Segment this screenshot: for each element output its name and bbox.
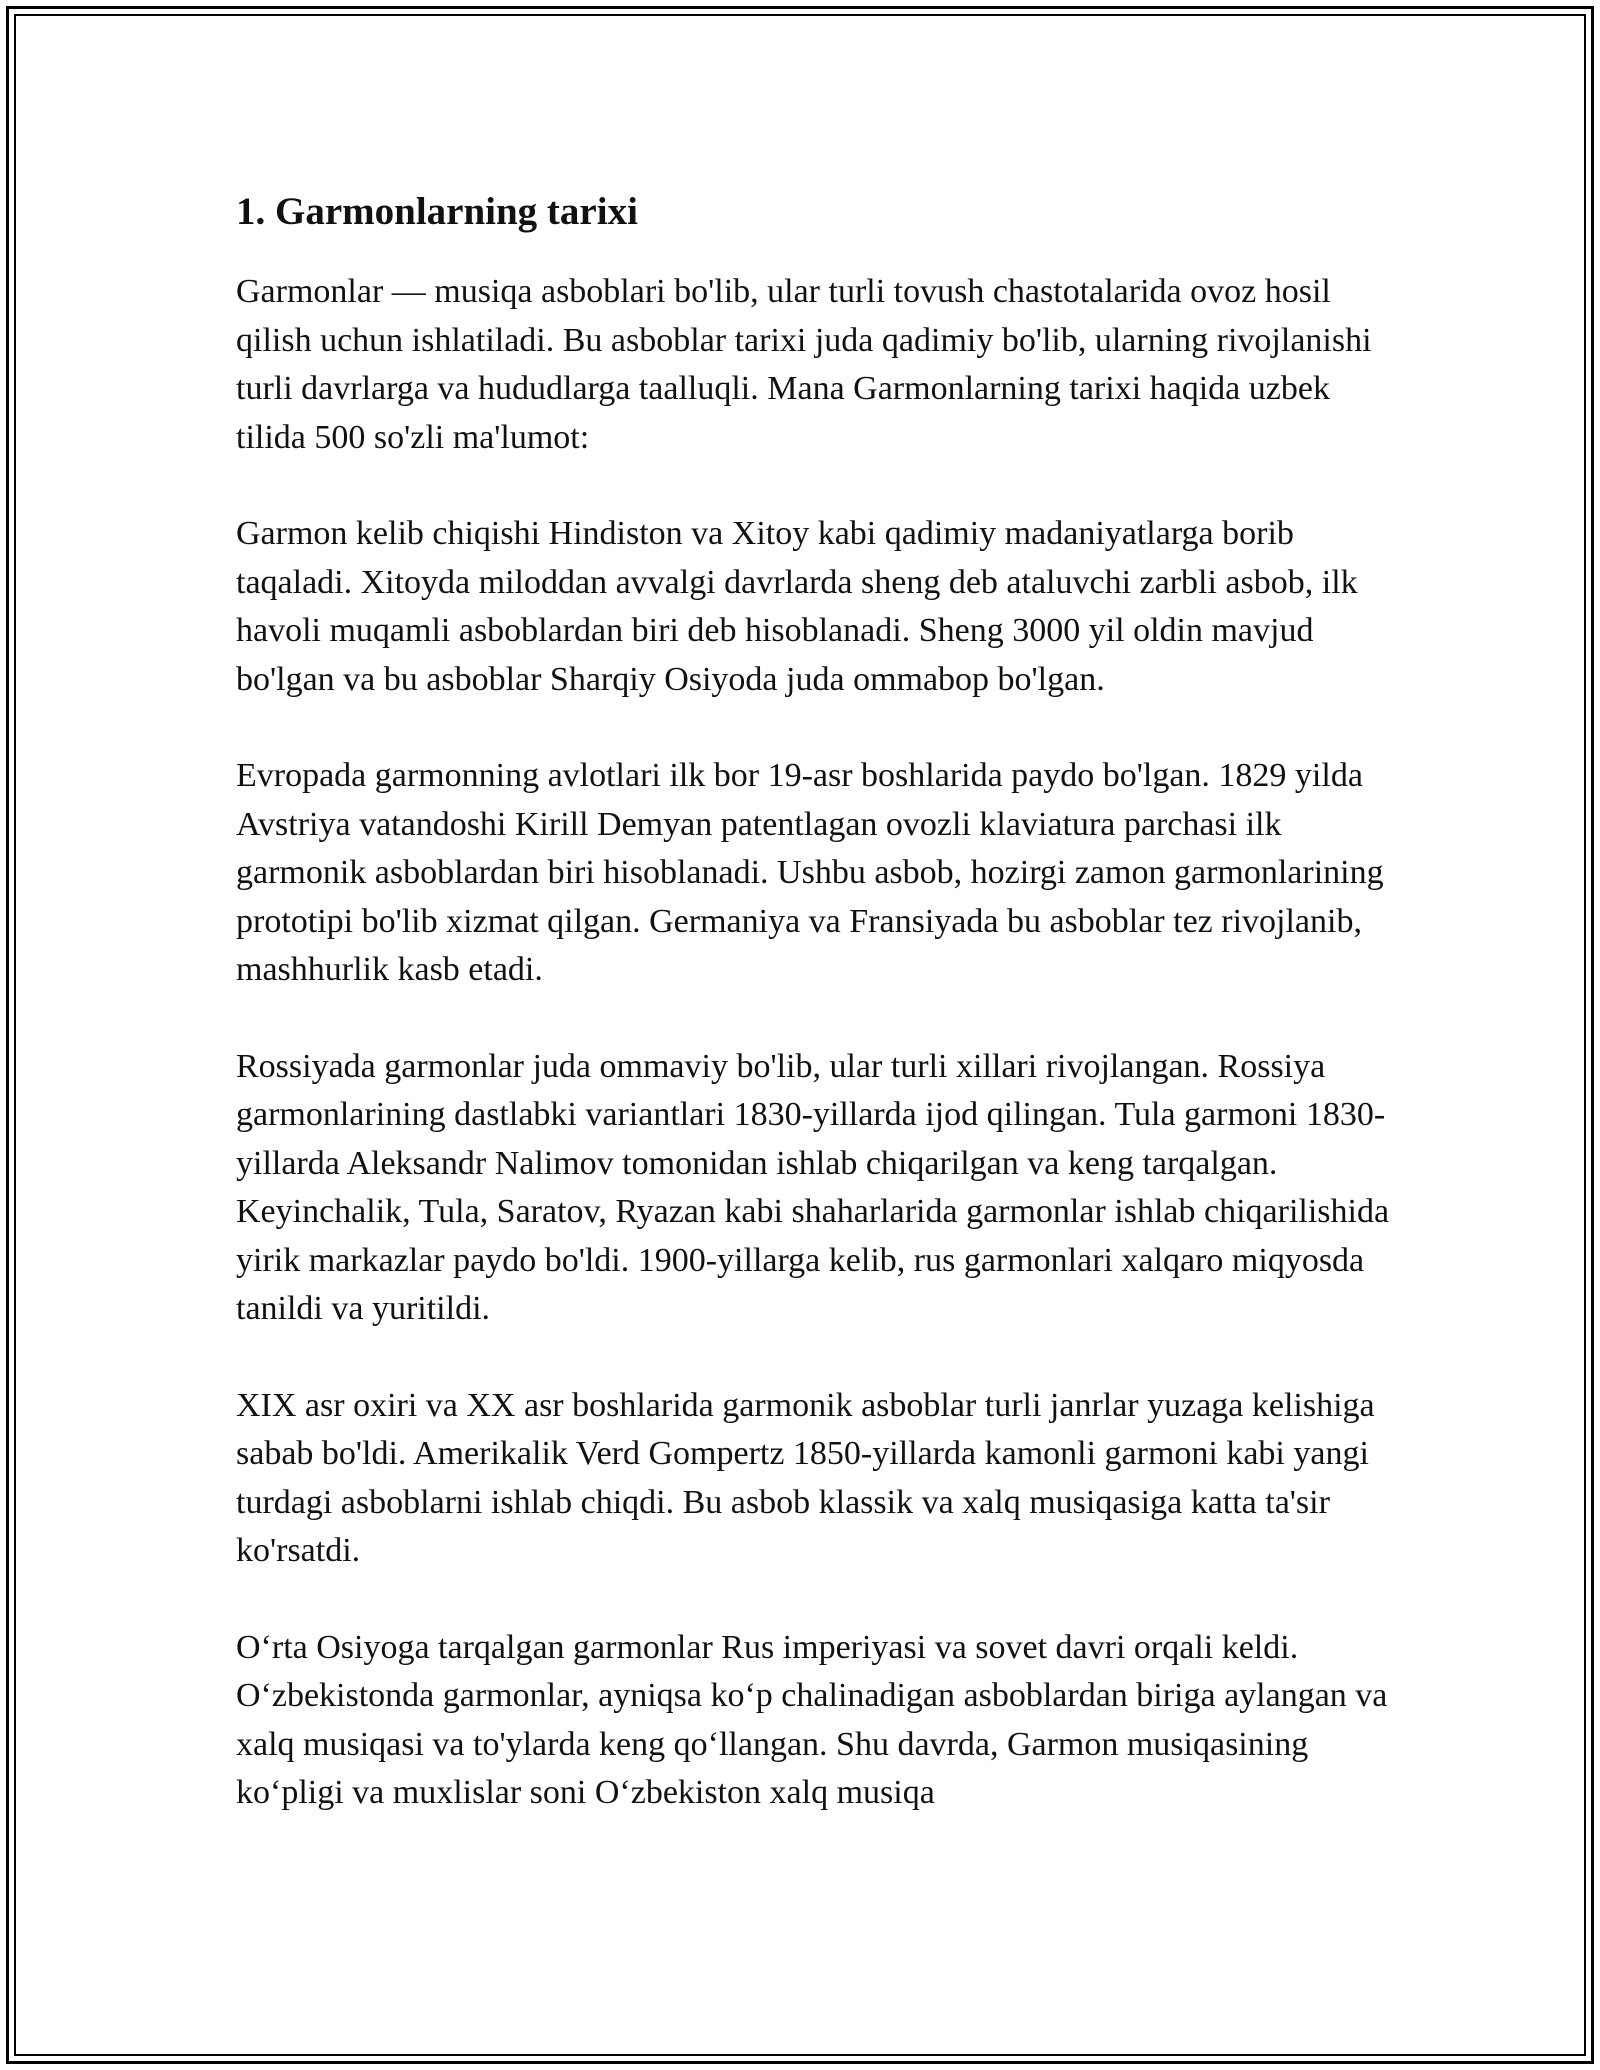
paragraph-origins: Garmon kelib chiqishi Hindiston va Xitoy kabi qadimiy madaniyatlarga borib taqaladi. Xitoyda miloddan avvalgi davrlarda sheng deb ataluvchi zarbli asbob, ilk havoli muqamli asboblardan biri deb hisoblanadi. Sheng 3000 yil oldin mavjud bo'lgan va bu asboblar Sharqiy Osiyoda juda ommabop bo'lgan. xyxy=(236,515,1358,698)
section-heading: 1. Garmonlarning tarixi xyxy=(236,190,638,233)
paragraph-intro: Garmonlar — musiqa asboblari bo'lib, ular turli tovush chastotalarida ovoz hosil qilish uchun ishlatiladi. Bu asboblar tarixi juda qadimiy bo'lib, ularning rivojlanishi turli davrlarga va hududlarga taalluqli. Mana Garmonlarning tarixi haqida uzbek tilida 500 so'zli ma'lumot: xyxy=(236,273,1372,456)
paragraph-19-20-century: XIX asr oxiri va XX asr boshlarida garmonik asboblar turli janrlar yuzaga kelishiga sabab bo'ldi. Amerikalik Verd Gompertz 1850-yillarda kamonli garmoni kabi yangi turdagi asboblarni ishlab chiqdi. Bu asbob klassik va xalq musiqasiga katta ta'sir ko'rsatdi. xyxy=(236,1386,1375,1569)
paragraph-europe: Evropada garmonning avlotlari ilk bor 19-asr boshlarida paydo bo'lgan. 1829 yilda Avstriya vatandoshi Kirill Demyan patentlagan ovozli klaviatura parchasi ilk garmonik asboblardan biri hisoblanadi. Ushbu asbob, hozirgi zamon garmonlarining prototipi bo'lib xizmat qilgan. Germaniya va Fransiyada bu asboblar tez rivojlanib, mashhurlik kasb etadi. xyxy=(236,757,1384,988)
document-body xyxy=(236,186,1396,1866)
paragraph-central-asia: O‘rta Osiyoga tarqalgan garmonlar Rus imperiyasi va sovet davri orqali keldi. O‘zbekistonda garmonlar, ayniqsa ko‘p chalinadigan asboblardan biriga aylangan va xalq musiqasi va to'ylarda keng qo‘llangan. Shu davrda, Garmon musiqasining ko‘pligi va muxlislar soni O‘zbekiston xalq musiqa xyxy=(236,1628,1388,1811)
paragraph-russia: Rossiyada garmonlar juda ommaviy bo'lib, ular turli xillari rivojlangan. Rossiya garmonlarining dastlabki variantlari 1830-yillarda ijod qilingan. Tula garmoni 1830-yillarda Aleksandr Nalimov tomonidan ishlab chiqarilgan va keng tarqalgan. Keyinchalik, Tula, Saratov, Ryazan kabi shaharlarida garmonlar ishlab chiqarilishida yirik markazlar paydo bo'ldi. 1900-yillarga kelib, rus garmonlari xalqaro miqyosda tanildi va yuritildi. xyxy=(236,1047,1390,1327)
